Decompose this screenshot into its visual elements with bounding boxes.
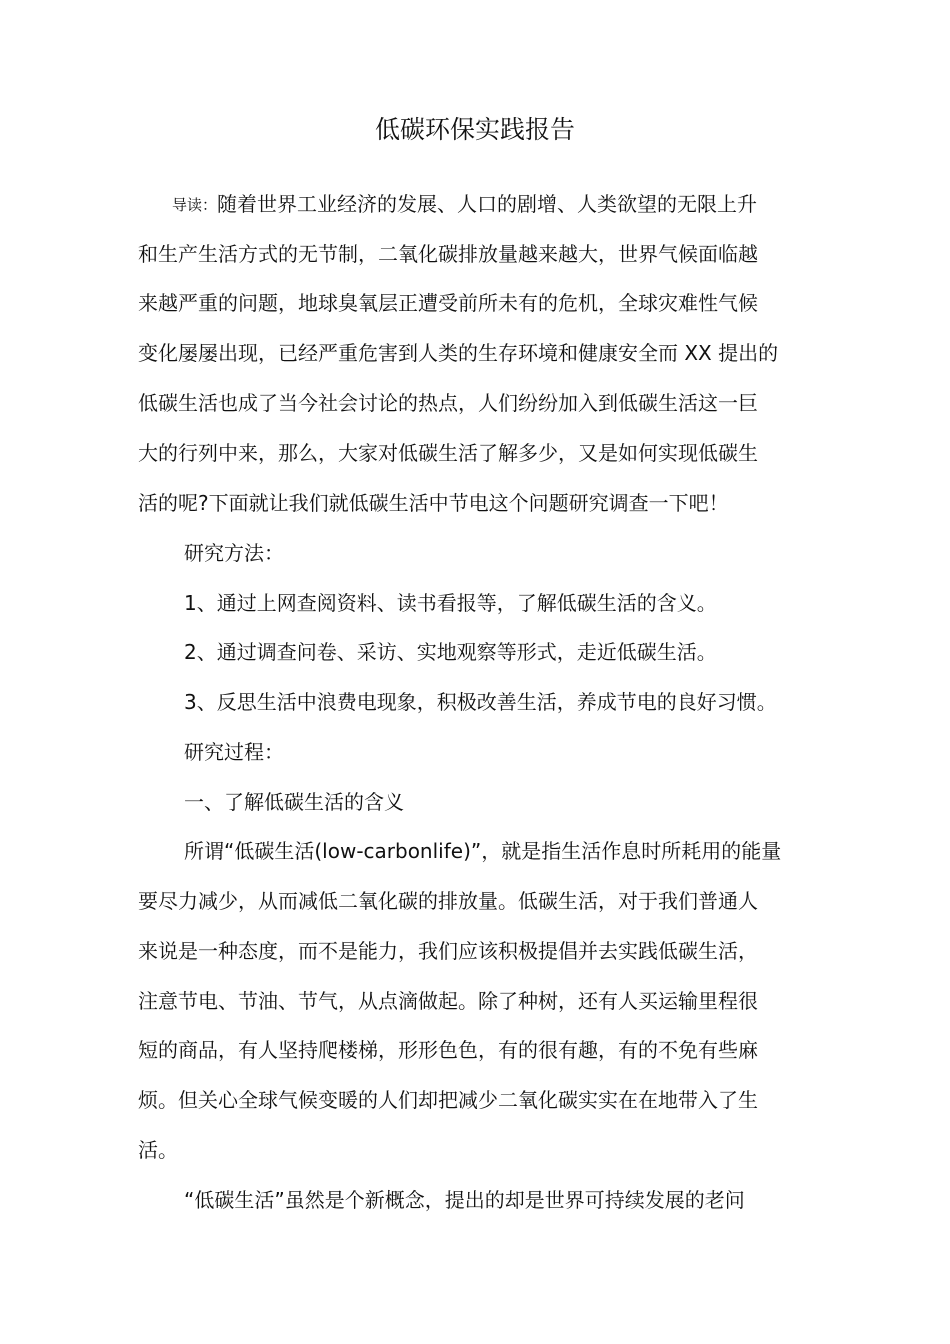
paragraph-line: 所谓“低碳生活(low-carbonlife)”，就是指生活作息时所耗用的能量 xyxy=(184,839,782,863)
paragraph-line: “低碳生活”虽然是个新概念，提出的却是世界可持续发展的老问 xyxy=(184,1188,745,1212)
intro-line-2: 和生产生活方式的无节制，二氧化碳排放量越来越大，世界气候面临越 xyxy=(138,242,758,266)
paragraph-line: 要尽力减少，从而减低二氧化碳的排放量。低碳生活，对于我们普通人 xyxy=(138,889,758,913)
section-heading: 一、了解低碳生活的含义 xyxy=(184,790,404,814)
intro-line-7: 活的呢?下面就让我们就低碳生活中节电这个问题研究调查一下吧！ xyxy=(138,491,729,515)
paragraph-line: 活。 xyxy=(138,1138,178,1162)
paragraph-line: 注意节电、节油、节气，从点滴做起。除了种树，还有人买运输里程很 xyxy=(138,989,758,1013)
methods-heading: 研究方法： xyxy=(184,541,284,565)
intro-line-3: 来越严重的问题，地球臭氧层正遭受前所未有的危机，全球灾难性气候 xyxy=(138,291,758,315)
paragraph-line: 短的商品，有人坚持爬楼梯，形形色色，有的很有趣，有的不免有些麻 xyxy=(138,1038,758,1062)
intro-label: 导读： xyxy=(172,196,218,214)
process-heading: 研究过程： xyxy=(184,740,284,764)
intro-text: 随着世界工业经济的发展、人口的剧增、人类欲望的无限上升 xyxy=(217,192,758,216)
methods-item: 3、反思生活中浪费电现象，积极改善生活，养成节电的良好习惯。 xyxy=(184,690,777,714)
intro-line-1 xyxy=(172,189,757,220)
intro-line-4: 变化屡屡出现，已经严重危害到人类的生存环境和健康安全而 XX 提出的 xyxy=(138,341,779,365)
intro-line-5: 低碳生活也成了当今社会讨论的热点，人们纷纷加入到低碳生活这一巨 xyxy=(138,391,758,415)
paragraph-line: 烦。但关心全球气候变暖的人们却把减少二氧化碳实实在在地带入了生 xyxy=(138,1088,758,1112)
methods-item: 1、通过上网查阅资料、读书看报等，了解低碳生活的含义。 xyxy=(184,591,717,615)
intro-line-6: 大的行列中来，那么，大家对低碳生活了解多少，又是如何实现低碳生 xyxy=(138,441,758,465)
methods-item: 2、通过调查问卷、采访、实地观察等形式，走近低碳生活。 xyxy=(184,640,717,664)
paragraph-line: 来说是一种态度，而不是能力，我们应该积极提倡并去实践低碳生活， xyxy=(138,939,758,963)
document-title: 低碳环保实践报告 xyxy=(374,115,575,144)
